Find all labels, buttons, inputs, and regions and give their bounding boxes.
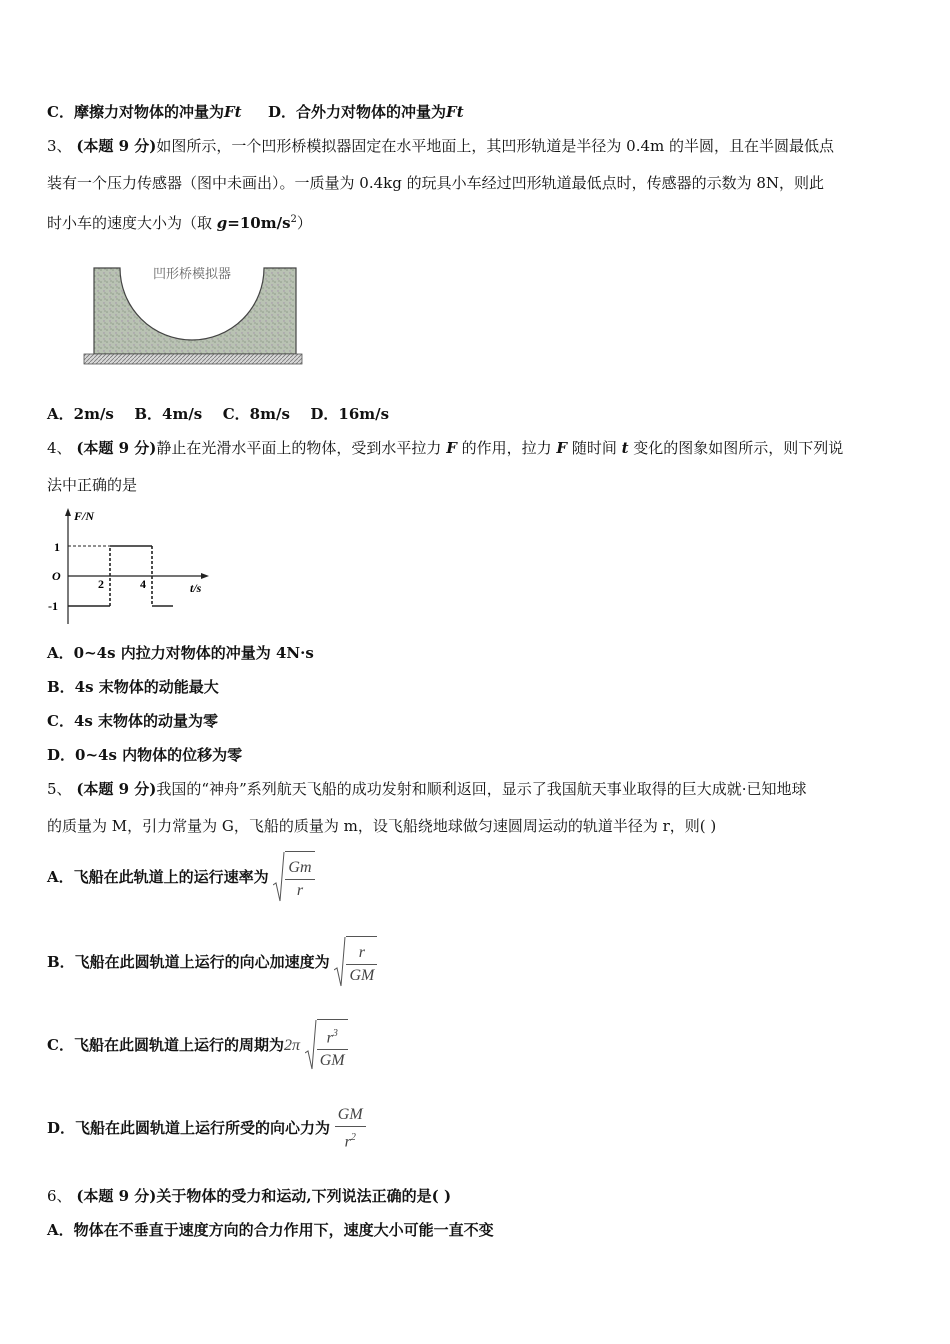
y-axis-label: F/N <box>74 509 95 523</box>
q5-number: 5、 <box>47 780 72 798</box>
q3-g: g <box>216 214 228 232</box>
q2-option-c-label: C． <box>47 103 74 121</box>
q4-F2: F <box>556 439 568 457</box>
q3-option-c: C．8m/s <box>222 405 290 423</box>
q5-option-d <box>47 1101 366 1155</box>
q3-number: 3、 <box>47 137 72 155</box>
q3-line2: 装有一个压力传感器（图中未画出）。一质量为 0.4kg 的玩具小车经过凹形轨道最低点时，传感器的示数为 8N，则此 <box>47 174 825 192</box>
q5-tag: (本题 9 分) <box>76 780 157 798</box>
sqrt-icon <box>334 936 346 988</box>
q2-options <box>47 101 464 123</box>
q3-line3 <box>47 209 312 234</box>
q4-line1 <box>47 437 843 459</box>
q5-d-sup: 2 <box>350 1132 356 1144</box>
x-axis-label: t/s <box>190 581 202 595</box>
q4-t: t <box>621 439 629 457</box>
concave-bridge-figure <box>82 262 304 368</box>
q5-c-den: GM <box>317 1049 348 1072</box>
q3-text1: 如图所示，一个凹形桥模拟器固定在水平地面上，其凹形轨道是半径为 0.4m 的半圆，且在半圆最低点 <box>156 137 835 155</box>
q3-option-b: B．4m/s <box>134 405 203 423</box>
concave-bridge-illustration <box>82 262 304 368</box>
q4-line2: 法中正确的是 <box>47 476 138 494</box>
q2-option-d-math: Ft <box>446 103 464 121</box>
x-tick-2: 2 <box>98 577 104 591</box>
q3-text3c: ） <box>296 214 312 232</box>
q5-option-d-frac <box>335 1104 366 1153</box>
q5-c-prefix: 2π <box>283 1037 300 1054</box>
q3-option-d: D．16m/s <box>310 405 390 423</box>
q4-text1d: 变化的图象如图所示，则下列说 <box>628 439 844 457</box>
q6-number: 6、 <box>47 1187 72 1205</box>
q2-option-d-label: D． <box>268 103 297 121</box>
sqrt-icon <box>273 851 285 903</box>
q5-option-c-text: C．飞船在此圆轨道上运行的周期为 <box>47 1036 284 1054</box>
q5-c-num: r <box>326 1029 333 1047</box>
q4-number: 4、 <box>47 439 72 457</box>
q2-option-c-text: 摩擦力对物体的冲量为 <box>73 103 224 121</box>
q3-text3a: 时小车的速度大小为（取 <box>47 214 217 232</box>
q5-b-den: GM <box>346 964 377 987</box>
q3-text3b: =10m/s <box>227 214 291 232</box>
origin-label: O <box>52 569 61 583</box>
sqrt-icon <box>305 1019 317 1071</box>
x-axis-arrow <box>201 573 209 579</box>
q2-option-c-math: Ft <box>223 103 242 121</box>
q5-option-b-sqrt <box>334 936 377 991</box>
force-time-graph <box>40 506 210 628</box>
q4-text1a: 静止在光滑水平面上的物体，受到水平拉力 <box>156 439 447 457</box>
q5-option-c <box>47 1018 348 1072</box>
q5-c-sup: 3 <box>332 1027 338 1039</box>
x-tick-4: 4 <box>140 577 146 591</box>
q3-option-a: A．2m/s <box>47 405 114 423</box>
y-axis-arrow <box>65 508 71 516</box>
figure-label: 凹形桥模拟器 <box>152 267 232 282</box>
q6-option-a: A．物体在不垂直于速度方向的合力作用下，速度大小可能一直不变 <box>47 1221 494 1239</box>
q5-a-den: r <box>285 879 314 902</box>
q4-option-c: C．4s 末物体的动量为零 <box>47 712 219 730</box>
y-tick-1: 1 <box>54 540 60 554</box>
q5-option-a-text: A．飞船在此轨道上的运行速率为 <box>47 868 269 886</box>
q5-line2: 的质量为 M，引力常量为 G，飞船的质量为 m，设飞船绕地球做匀速圆周运动的轨道半径为 r，则( ) <box>47 817 717 835</box>
q5-option-b-text: B．飞船在此圆轨道上运行的向心加速度为 <box>47 953 330 971</box>
q6-tag: (本题 9 分) <box>76 1187 157 1205</box>
q5-option-b <box>47 935 377 989</box>
q4-option-d: D．0~4s 内物体的位移为零 <box>47 746 243 764</box>
force-time-chart <box>40 506 210 628</box>
q5-option-d-text: D．飞船在此圆轨道上运行所受的向心力为 <box>47 1119 331 1137</box>
q5-d-den: r <box>344 1133 351 1151</box>
q4-text1c: 随时间 <box>567 439 622 457</box>
q3-tag: (本题 9 分) <box>76 137 157 155</box>
q4-F1: F <box>446 439 457 457</box>
q5-option-a-sqrt <box>273 851 314 906</box>
q5-text1: 我国的“神舟”系列航天飞船的成功发射和顺利返回，显示了我国航天事业取得的巨大成就·已知地球 <box>156 780 807 798</box>
q3-sup: 2 <box>290 214 297 225</box>
q4-option-b: B．4s 末物体的动能最大 <box>47 678 219 696</box>
q5-line1 <box>47 778 807 800</box>
q4-text1b: 的作用，拉力 <box>456 439 557 457</box>
q4-tag: (本题 9 分) <box>76 439 157 457</box>
q3-options <box>47 403 389 425</box>
q5-option-a <box>47 850 315 904</box>
q3-line1 <box>47 135 834 157</box>
q5-d-num: GM <box>337 1106 363 1124</box>
q5-b-num: r <box>358 944 366 961</box>
q5-option-c-sqrt <box>305 1019 348 1074</box>
q6-line1 <box>47 1185 451 1207</box>
q6-stem: 关于物体的受力和运动,下列说法正确的是( ) <box>156 1187 452 1205</box>
q2-option-d-text: 合外力对物体的冲量为 <box>296 103 447 121</box>
q5-a-num: Gm <box>288 859 312 876</box>
q4-option-a: A．0~4s 内拉力对物体的冲量为 4N·s <box>47 644 314 662</box>
y-tick-neg1: -1 <box>48 599 58 613</box>
